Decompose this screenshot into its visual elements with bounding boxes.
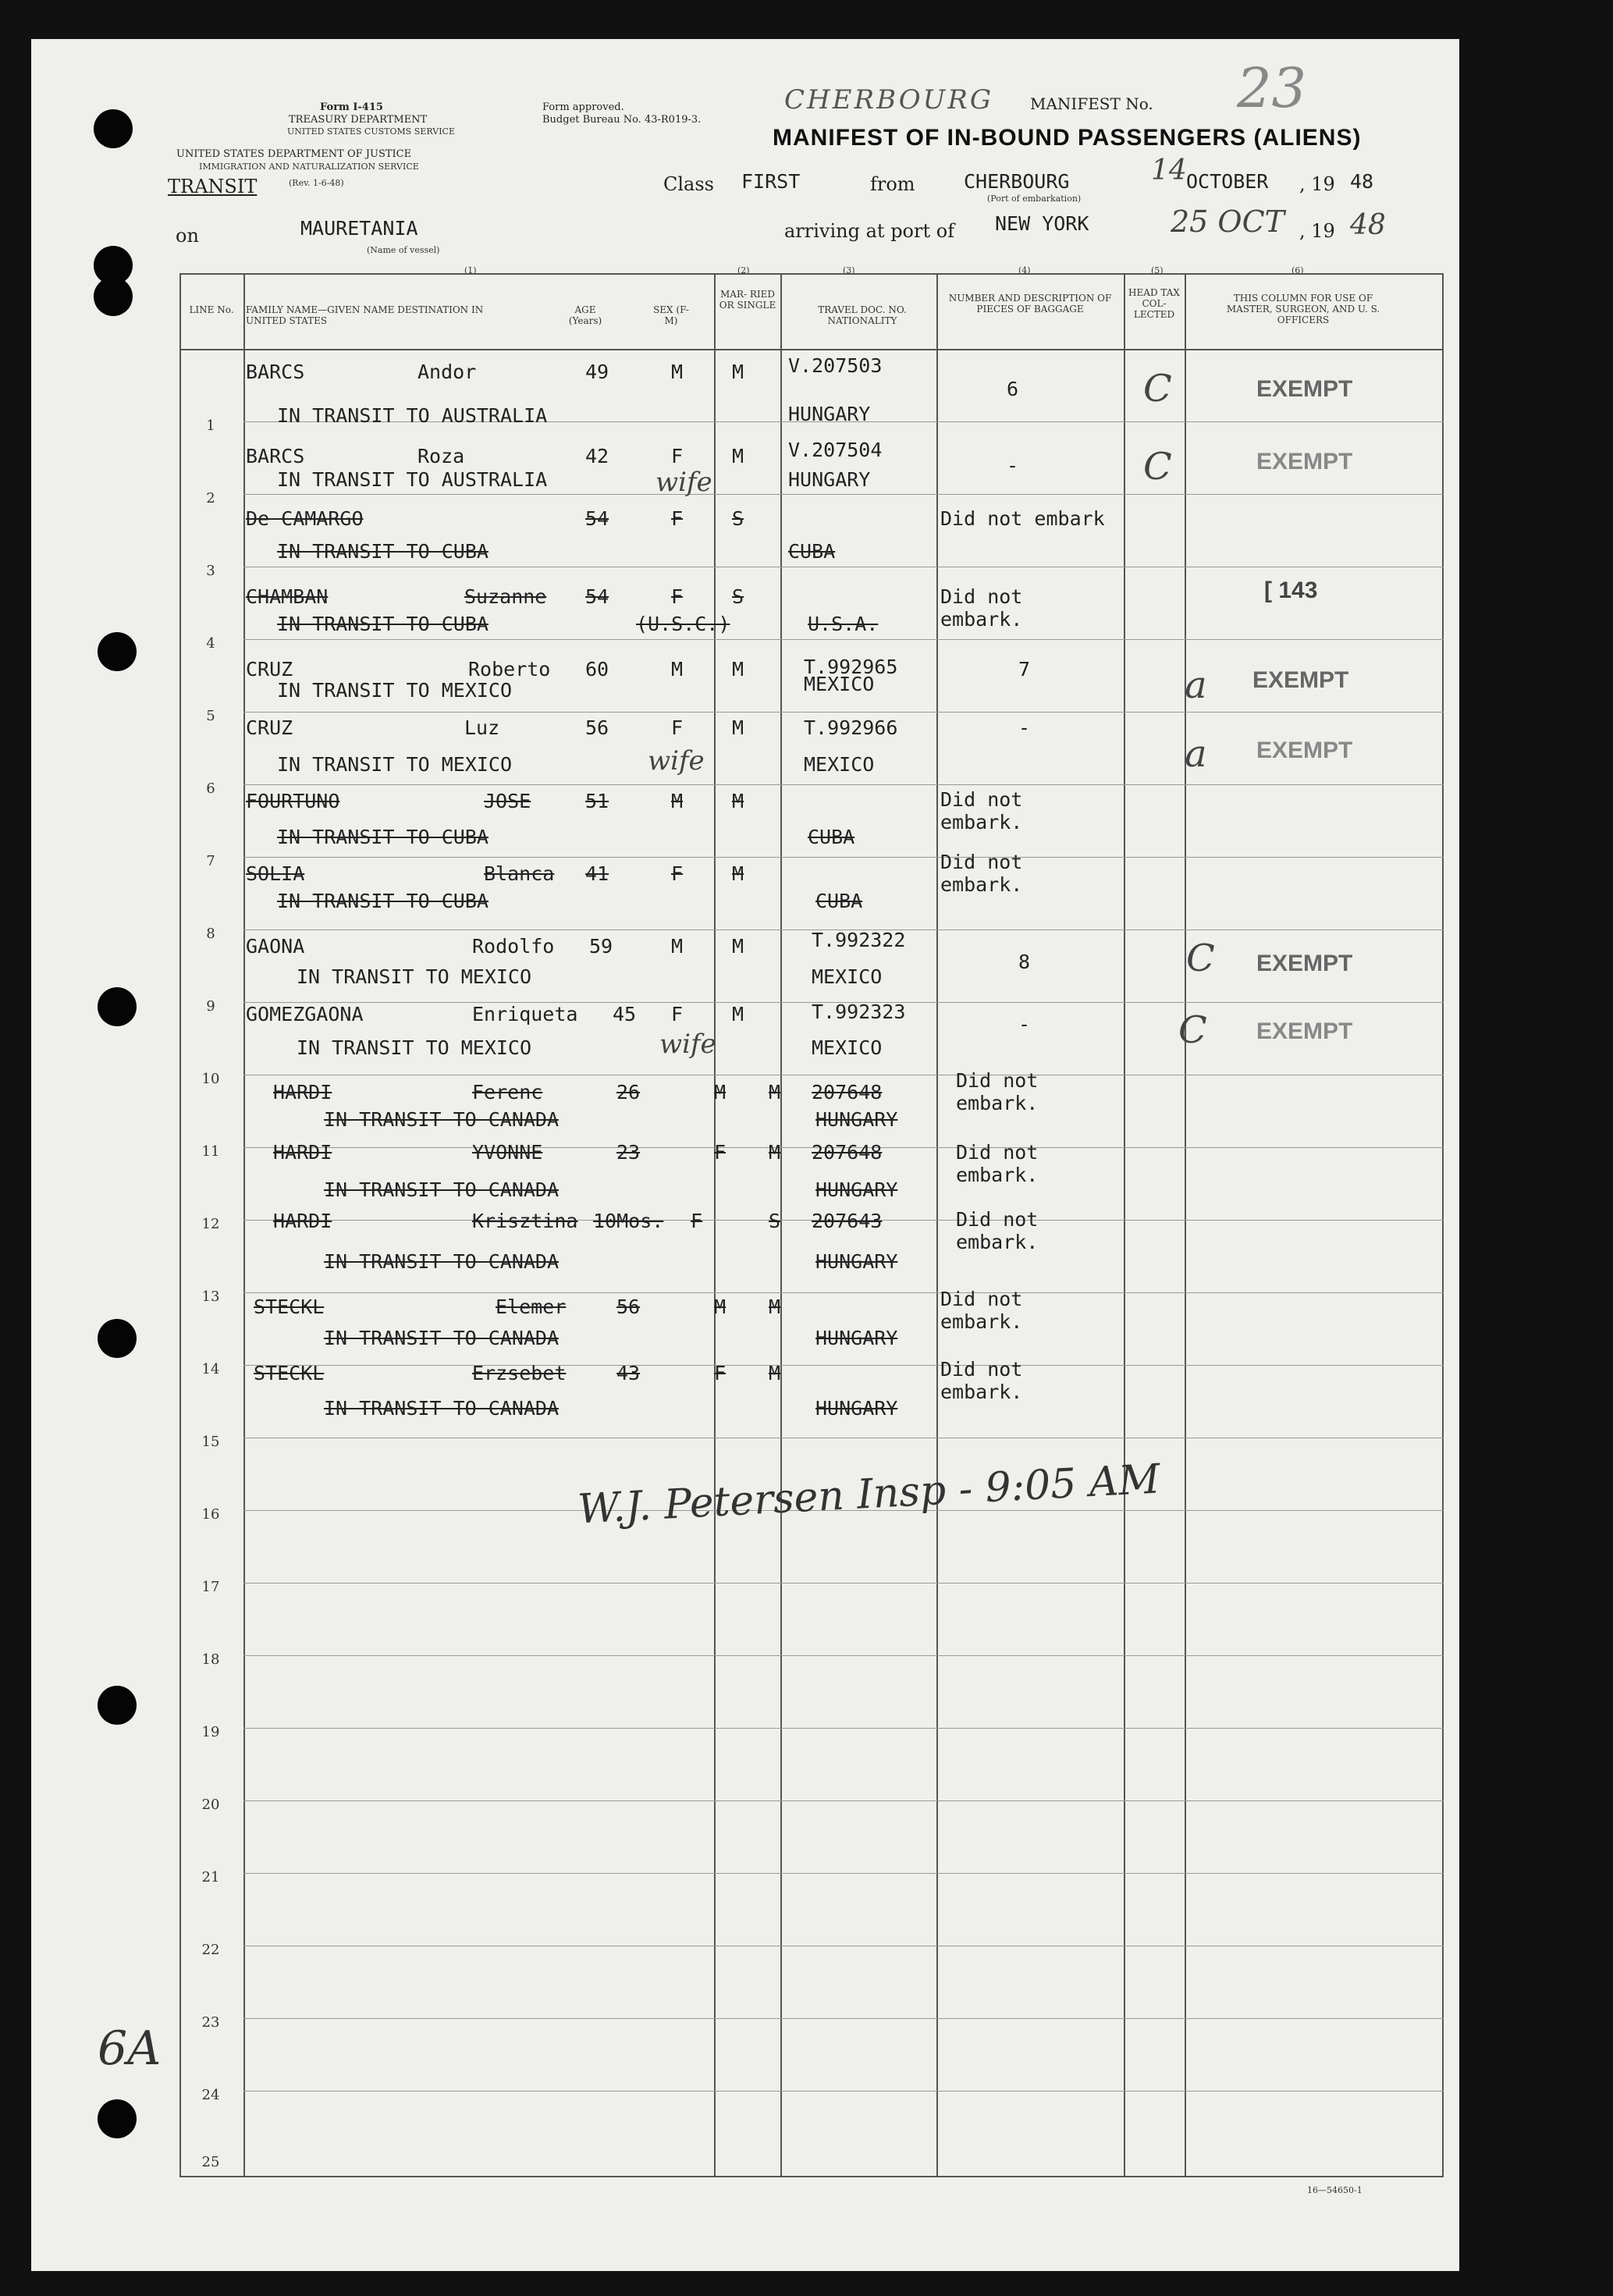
sex: F: [671, 585, 684, 608]
nationality: MEXICO: [812, 965, 883, 988]
manifest-title: MANIFEST OF IN-BOUND PASSENGERS (ALIENS): [773, 125, 1362, 151]
nationality: MEXICO: [804, 753, 875, 776]
col-num-3: (3): [843, 265, 855, 275]
line-number: 4: [206, 635, 215, 652]
row-rule: [243, 1800, 1444, 1801]
age: 26: [616, 1081, 641, 1104]
given-name: Blanca: [484, 862, 555, 885]
row-rule: [243, 2091, 1444, 2092]
head-tax: a: [1185, 663, 1207, 707]
row-rule: [243, 1728, 1444, 1729]
row-rule: [243, 857, 1444, 858]
marital-status: M: [732, 1003, 744, 1025]
destination: IN TRANSIT TO CANADA: [324, 1250, 560, 1273]
sex: M: [671, 658, 684, 681]
row-rule: [243, 639, 1444, 640]
wife-note: wife: [656, 467, 712, 498]
approved-note: Form approved.: [542, 101, 624, 113]
marital-status: M: [769, 1141, 781, 1164]
family-name: CRUZ: [246, 658, 293, 681]
depart-year: 48: [1350, 170, 1374, 193]
travel-doc: T.992965: [804, 656, 898, 678]
header-rule: [179, 349, 1444, 350]
baggage: -: [1007, 454, 1019, 477]
punch-hole: [98, 987, 137, 1026]
given-name: Krisztina: [472, 1210, 578, 1232]
given-name: Andor: [417, 361, 477, 383]
baggage-status: Did not embark: [940, 507, 1105, 530]
age: 54: [585, 507, 609, 530]
family-name: CRUZ: [246, 716, 293, 739]
baggage-status: Did not embark.: [940, 788, 1023, 833]
line-number: 8: [206, 926, 215, 942]
marital-status: M: [769, 1362, 781, 1384]
nationality: HUNGARY: [815, 1108, 898, 1131]
col-divider: [714, 273, 716, 2177]
age: 49: [585, 361, 609, 383]
marital-status: S: [732, 585, 744, 608]
justice-dept: UNITED STATES DEPARTMENT OF JUSTICE: [176, 148, 412, 160]
line-number: 19: [201, 1724, 220, 1740]
age: 42: [585, 445, 609, 467]
line-number: 9: [206, 998, 215, 1015]
marital-status: M: [732, 862, 744, 885]
punch-hole: [98, 632, 137, 671]
wife-note: wife: [648, 745, 705, 777]
line-number: 11: [201, 1143, 220, 1160]
line-number: 6: [206, 780, 215, 797]
sex: F: [671, 716, 684, 739]
row-rule: [243, 494, 1444, 495]
head-tax: C: [1178, 1008, 1207, 1052]
sex: F: [691, 1210, 703, 1232]
marital-status: S: [769, 1210, 781, 1232]
nationality: HUNGARY: [815, 1327, 898, 1349]
sex: F: [671, 507, 684, 530]
family-name: BARCS: [246, 361, 305, 383]
exempt-stamp: EXEMPT: [1256, 1018, 1353, 1044]
given-name: JOSE: [484, 790, 531, 812]
head-tax: C: [1143, 367, 1172, 411]
arrival-port: NEW YORK: [995, 212, 1089, 235]
from-port: CHERBOURG: [964, 170, 1070, 193]
punch-hole: [98, 2099, 137, 2138]
baggage: 8: [1018, 951, 1031, 973]
row-rule: [243, 1655, 1444, 1656]
family-name: CHAMBAN: [246, 585, 329, 608]
sex: F: [714, 1141, 727, 1164]
col-head-name: FAMILY NAME—GIVEN NAME DESTINATION IN UNITED STATES: [246, 304, 484, 326]
inspector-signature: W.J. Petersen Insp - 9:05 AM: [576, 1455, 1161, 1534]
family-name: FOURTUNO: [246, 790, 340, 812]
manifest-no-label: MANIFEST No.: [1030, 94, 1153, 113]
baggage-status: Did not embark.: [940, 1288, 1023, 1333]
port-embark-caption: (Port of embarkation): [987, 194, 1082, 204]
sex: F: [714, 1362, 727, 1384]
age: 43: [616, 1362, 641, 1384]
marital-status: M: [732, 445, 744, 467]
arrival-year-prefix: , 19: [1299, 220, 1335, 242]
marital-status: M: [732, 790, 744, 812]
wife-note: wife: [659, 1029, 716, 1060]
depart-year-prefix: , 19: [1299, 173, 1335, 195]
manifest-port-handwritten: CHERBOURG: [784, 84, 993, 116]
line-number: 2: [206, 490, 215, 506]
row-rule: [243, 2018, 1444, 2019]
destination: IN TRANSIT TO CANADA: [324, 1108, 560, 1131]
destination: IN TRANSIT TO MEXICO: [297, 1036, 532, 1059]
family-name: De CAMARGO: [246, 507, 364, 530]
travel-doc: (U.S.C.): [636, 613, 730, 635]
baggage: 7: [1018, 658, 1031, 681]
marital-status: M: [732, 658, 744, 681]
age: 60: [585, 658, 609, 681]
destination: IN TRANSIT TO MEXICO: [297, 965, 532, 988]
head-tax: C: [1143, 445, 1172, 489]
family-name: HARDI: [273, 1141, 332, 1164]
line-number: 1: [206, 418, 215, 434]
family-name: GOMEZGAONA: [246, 1003, 364, 1025]
col-num-5: (5): [1151, 265, 1164, 275]
vessel-name: MAURETANIA: [300, 217, 418, 240]
family-name: SOLIA: [246, 862, 305, 885]
col-head-sex: SEX (F-M): [653, 304, 689, 326]
row-rule: [243, 784, 1444, 785]
nationality: HUNGARY: [815, 1250, 898, 1273]
marital-status: S: [732, 507, 744, 530]
given-name: Roza: [417, 445, 465, 467]
given-name: Erzsebet: [472, 1362, 567, 1384]
treasury-dept: TREASURY DEPARTMENT: [289, 114, 428, 126]
col-num-4: (4): [1018, 265, 1031, 275]
age: 23: [616, 1141, 641, 1164]
destination: IN TRANSIT TO AUSTRALIA: [277, 468, 548, 491]
travel-doc: T.992966: [804, 716, 898, 739]
line-number: 22: [201, 1942, 220, 1958]
baggage: 6: [1007, 378, 1019, 400]
arriving-label: arriving at port of: [784, 220, 955, 242]
family-name: HARDI: [273, 1210, 332, 1232]
family-name: BARCS: [246, 445, 305, 467]
col-divider: [1185, 273, 1186, 2177]
manifest-page: [31, 39, 1459, 2271]
age: 59: [589, 935, 613, 958]
col-divider: [936, 273, 938, 2177]
baggage-status: Did not embark.: [940, 1358, 1023, 1403]
depart-month: OCTOBER: [1186, 170, 1269, 193]
baggage: -: [1018, 716, 1031, 739]
given-name: Enriqueta: [472, 1003, 578, 1025]
sex: M: [671, 935, 684, 958]
row-rule: [243, 1365, 1444, 1366]
col-head-married: MAR- RIED OR SINGLE: [719, 289, 776, 311]
sex: M: [714, 1295, 727, 1318]
line-number: 13: [201, 1288, 220, 1305]
baggage: -: [1018, 1013, 1031, 1036]
marital-status: M: [769, 1081, 781, 1104]
family-name: STECKL: [254, 1295, 325, 1318]
given-name: Ferenc: [472, 1081, 543, 1104]
exempt-stamp: EXEMPT: [1256, 376, 1353, 402]
col-divider: [780, 273, 782, 2177]
punch-hole: [94, 109, 133, 148]
col-head-head-tax: HEAD TAX COL- LECTED: [1128, 287, 1180, 320]
arrival-date: 25 OCT: [1171, 204, 1285, 239]
class-value: FIRST: [741, 170, 801, 193]
given-name: Roberto: [468, 658, 551, 681]
baggage-status: Did not embark.: [956, 1141, 1039, 1186]
budget-bureau: Budget Bureau No. 43-R019-3.: [542, 114, 702, 126]
head-tax: C: [1186, 937, 1215, 980]
class-label: Class: [663, 173, 714, 195]
destination: IN TRANSIT TO CANADA: [324, 1397, 560, 1420]
travel-doc: 207648: [812, 1081, 883, 1104]
destination: IN TRANSIT TO AUSTRALIA: [277, 404, 548, 427]
exempt-stamp: EXEMPT: [1256, 737, 1353, 763]
destination: IN TRANSIT TO MEXICO: [277, 753, 513, 776]
destination: IN TRANSIT TO CANADA: [324, 1178, 560, 1201]
line-number: 15: [201, 1434, 220, 1450]
transit-label: TRANSIT: [168, 176, 258, 197]
line-number: 18: [201, 1651, 220, 1668]
destination: IN TRANSIT TO CUBA: [277, 890, 489, 912]
row-rule: [243, 1292, 1444, 1293]
line-number: 24: [201, 2087, 220, 2103]
baggage-status: Did not embark.: [940, 585, 1023, 631]
baggage-status: Did not embark.: [956, 1069, 1039, 1114]
exempt-stamp: EXEMPT: [1252, 667, 1349, 693]
col-head-age: AGE (Years): [568, 304, 602, 326]
row-rule: [243, 712, 1444, 713]
age: 51: [585, 790, 609, 812]
nationality: CUBA: [808, 826, 855, 848]
nationality: HUNGARY: [815, 1178, 898, 1201]
line-number: 10: [201, 1071, 220, 1087]
nationality: MEXICO: [812, 1036, 883, 1059]
depart-day: 14: [1151, 155, 1187, 187]
line-number: 21: [201, 1869, 220, 1885]
footer-code: 16—54650-1: [1307, 2185, 1363, 2195]
given-name: Luz: [464, 716, 500, 739]
sex: F: [671, 1003, 684, 1025]
destination: IN TRANSIT TO CUBA: [277, 613, 489, 635]
line-number: 5: [206, 708, 215, 724]
sex: M: [714, 1081, 727, 1104]
on-label: on: [176, 225, 199, 247]
manifest-no: 23: [1237, 56, 1307, 120]
travel-doc: V.207504: [788, 439, 883, 461]
line-number: 23: [201, 2014, 220, 2031]
sex: M: [671, 790, 684, 812]
marital-status: M: [732, 716, 744, 739]
margin-note: 6A: [98, 2021, 162, 2076]
arrival-year: 48: [1350, 209, 1386, 241]
family-name: STECKL: [254, 1362, 325, 1384]
col-num-1: (1): [464, 265, 477, 275]
from-label: from: [870, 173, 915, 195]
line-number: 14: [201, 1361, 220, 1377]
baggage-status: Did not embark.: [940, 851, 1023, 896]
nationality: HUNGARY: [788, 468, 871, 491]
line-number: 3: [206, 563, 215, 579]
vessel-caption: (Name of vessel): [367, 245, 440, 255]
punch-hole: [98, 1686, 137, 1725]
col-num-2: (2): [737, 265, 750, 275]
sex: F: [671, 445, 684, 467]
given-name: Suzanne: [464, 585, 547, 608]
punch-hole: [98, 1319, 137, 1358]
baggage-status: Did not embark.: [956, 1208, 1039, 1253]
travel-doc: T.992323: [812, 1001, 906, 1023]
given-name: YVONNE: [472, 1141, 543, 1164]
col-divider: [243, 273, 245, 2177]
destination: IN TRANSIT TO CANADA: [324, 1327, 560, 1349]
col-head-baggage: NUMBER AND DESCRIPTION OF PIECES OF BAGGAGE: [948, 293, 1112, 315]
exempt-stamp: EXEMPT: [1256, 449, 1353, 474]
marital-status: M: [732, 361, 744, 383]
given-name: Rodolfo: [472, 935, 555, 958]
line-number: 12: [201, 1216, 220, 1232]
nationality: MEXICO: [804, 673, 875, 695]
ins-service: IMMIGRATION AND NATURALIZATION SERVICE: [199, 162, 419, 172]
form-id: Form I-415: [320, 101, 383, 113]
nationality: HUNGARY: [788, 403, 871, 425]
customs-service: UNITED STATES CUSTOMS SERVICE: [287, 126, 455, 137]
line-number: 25: [201, 2154, 220, 2170]
family-name: HARDI: [273, 1081, 332, 1104]
col-num-6: (6): [1291, 265, 1304, 275]
col-head-officers: THIS COLUMN FOR USE OF MASTER, SURGEON, AND U. S. OFFICERS: [1226, 293, 1380, 325]
travel-doc: 207648: [812, 1141, 883, 1164]
row-rule: [243, 1873, 1444, 1874]
sex: F: [671, 862, 684, 885]
nationality: CUBA: [788, 540, 836, 563]
col-head-line-no: LINE No.: [189, 304, 234, 315]
nationality: CUBA: [815, 890, 863, 912]
travel-doc: V.207503: [788, 354, 883, 377]
punch-hole: [94, 277, 133, 316]
age: 41: [585, 862, 609, 885]
line-number: 17: [201, 1579, 220, 1595]
col-divider: [1124, 273, 1125, 2177]
col-head-travel-doc: TRAVEL DOC. NO. NATIONALITY: [818, 304, 907, 326]
sex: M: [671, 361, 684, 383]
travel-doc: T.992322: [812, 929, 906, 951]
age: 56: [585, 716, 609, 739]
officer-mark: [ 143: [1264, 578, 1318, 603]
travel-doc: 207643: [812, 1210, 883, 1232]
revision: (Rev. 1-6-48): [289, 178, 344, 188]
line-number: 7: [206, 853, 215, 869]
given-name: Elemer: [496, 1295, 567, 1318]
head-tax: a: [1185, 732, 1207, 776]
marital-status: M: [769, 1295, 781, 1318]
line-number: 20: [201, 1797, 220, 1813]
nationality: U.S.A.: [808, 613, 879, 635]
line-number: 16: [201, 1506, 220, 1523]
family-name: GAONA: [246, 935, 305, 958]
exempt-stamp: EXEMPT: [1256, 951, 1353, 976]
destination: IN TRANSIT TO CUBA: [277, 826, 489, 848]
age: 45: [613, 1003, 637, 1025]
age: 56: [616, 1295, 641, 1318]
destination: IN TRANSIT TO MEXICO: [277, 679, 513, 702]
destination: IN TRANSIT TO CUBA: [277, 540, 489, 563]
marital-status: M: [732, 935, 744, 958]
age: 54: [585, 585, 609, 608]
age: 10Mos.: [593, 1210, 664, 1232]
nationality: HUNGARY: [815, 1397, 898, 1420]
